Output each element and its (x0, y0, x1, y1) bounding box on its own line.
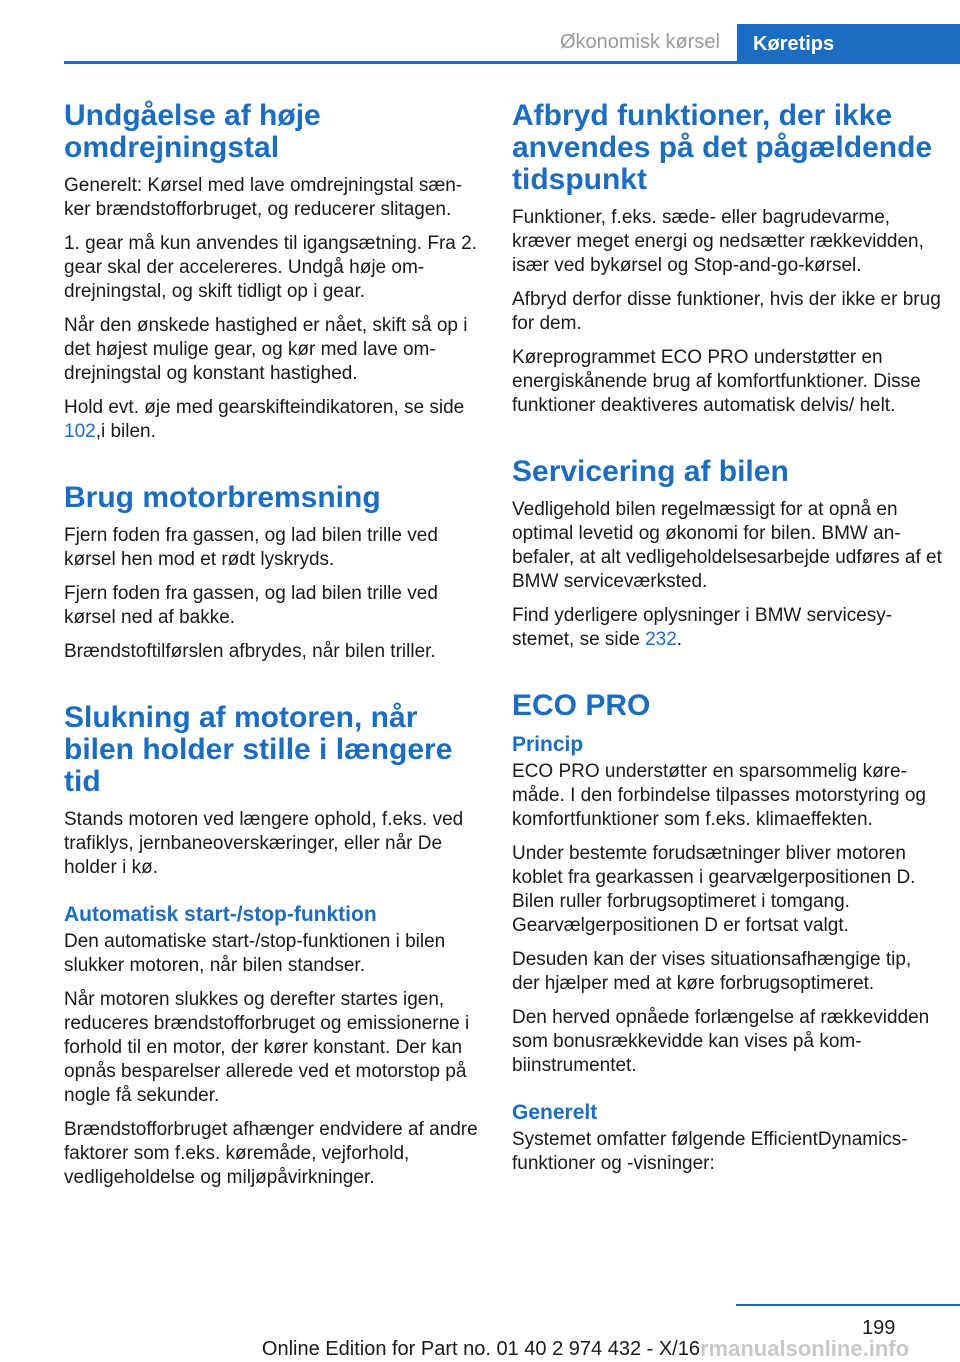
footer-edition-text: Online Edition for Part no. 01 40 2 974 432 - X/16 (261, 1338, 700, 1360)
paragraph: Køreprogrammet ECO PRO understøtter en energiskånende brug af komfortfunktioner. Disse funktioner deaktiveres automatisk delvis/ helt. (512, 347, 921, 416)
paragraph: Brændstoftilførslen afbrydes, når bilen triller. (64, 641, 436, 662)
paragraph: Når motoren slukkes og derefter startes igen, reduceres brændstofforbruget og emissionerne i forhold til en motor, der kører konstant. Der kan opnås besparelser allerede ved et motorstop på nogle få sekunder. (64, 989, 470, 1106)
header-section-label: Økonomisk kørsel (559, 31, 720, 53)
paragraph-text: Hold evt. øje med gearskifteindikatoren, se side (64, 397, 465, 418)
right-column (512, 100, 942, 1186)
paragraph: 1. gear må kun anvendes til igangsætning. Fra 2. gear skal der accelereres. Undgå høje omdrejningstal, og skift tidligt op i gear. (64, 233, 477, 302)
paragraph-text: . (676, 629, 683, 650)
page-ref-link[interactable]: 232 (645, 629, 677, 650)
paragraph-with-page-ref (512, 604, 942, 652)
heading-avoid-high-rpm: Undgåelse af høje omdrejningstal (64, 99, 321, 164)
paragraph: Brændstofforbruget afhænger endvidere af andre faktorer som f.eks. køremåde, vejforhold, vedligeholdelse og miljøpåvirkninger. (64, 1119, 478, 1188)
watermark: rmanualsonline.info (700, 1336, 910, 1361)
paragraph: Fjern foden fra gassen, og lad bilen trille ved kørsel ned af bakke. (64, 583, 438, 628)
paragraph: Den herved opnåede forlængelse af rækkevidden som bonusrækkevidde kan vises på kombiinstrumentet. (512, 1007, 930, 1076)
paragraph: Generelt: Kørsel med lave omdrejningstal sænker brændstofforbruget, og reducerer slitagen. (64, 175, 463, 220)
heading-switch-off-functions: Afbryd funktioner, der ikke anvendes på det pågældende tidspunkt (512, 99, 933, 196)
header-rule (64, 61, 960, 64)
paragraph: Funktioner, f.eks. sæde- eller bagrudevarme, kræver meget energi og nedsætter rækkevidden, især ved bykørsel og Stop-and-go-kørsel. (512, 207, 924, 276)
paragraph: Den automatiske start-/stop-funktionen i bilen slukker motoren, når bilen standser. (64, 931, 446, 976)
paragraph: Vedligehold bilen regelmæssigt for at opnå en optimal levetid og økonomi for bilen. BMW anbefaler, at alt vedligeholdelsesarbejde udføres af et BMW serviceværksted. (512, 499, 942, 592)
heading-switch-off-engine: Slukning af motoren, når bilen holder stille i længere tid (64, 701, 453, 798)
paragraph-text: Find yderligere oplysninger i BMW servicesystemet, se side (512, 605, 893, 650)
paragraph: Stands motoren ved længere ophold, f.eks. ved trafiklys, jernbaneoverskæringer, eller når De holder i kø. (64, 809, 464, 878)
subheading-general: Generelt (512, 1101, 598, 1124)
heading-servicing: Servicering af bilen (512, 455, 789, 488)
subheading-auto-start-stop: Automatisk start-/stop-funktion (64, 903, 377, 926)
paragraph-with-page-ref (64, 396, 480, 444)
footer-rule (736, 1304, 960, 1306)
paragraph: Desuden kan der vises situationsafhængige tip, der hjælper med at køre forbrugsoptimeret. (512, 949, 912, 994)
paragraph: ECO PRO understøtter en sparsommelig køremåde. I den forbindelse tilpasses motorstyring og komfortfunktioner som f.eks. klimaeffekten. (512, 761, 926, 830)
page-number: 199 (862, 1317, 896, 1339)
header-chapter-label: Køretips (753, 32, 835, 55)
paragraph: Under bestemte forudsætninger bliver motoren koblet fra gearkassen i gearvælgerpositionen D. Bilen ruller forbrugsoptimeret i tomgang. Gearvælgerpositionen D er fortsat valgt. (512, 843, 916, 936)
heading-eco-pro: ECO PRO (512, 689, 651, 722)
paragraph-text: ,i bilen. (95, 421, 156, 442)
paragraph: Afbryd derfor disse funktioner, hvis der ikke er brug for dem. (512, 289, 941, 334)
header-section-tab (520, 24, 736, 61)
paragraph: Fjern foden fra gassen, og lad bilen trille ved kørsel hen mod et rødt lyskryds. (64, 525, 438, 570)
heading-engine-braking: Brug motorbremsning (64, 481, 381, 514)
left-column (64, 100, 480, 1200)
subheading-principle: Princip (512, 733, 584, 756)
paragraph: Når den ønskede hastighed er nået, skift så op i det højest mulige gear, og kør med lave omdrejningstal og konstant hastighed. (64, 315, 468, 384)
page-ref-link[interactable]: 102 (64, 421, 96, 442)
paragraph: Systemet omfatter følgende EfficientDynamics-funktioner og -visninger: (512, 1129, 908, 1174)
header-chapter-tab (737, 24, 960, 64)
